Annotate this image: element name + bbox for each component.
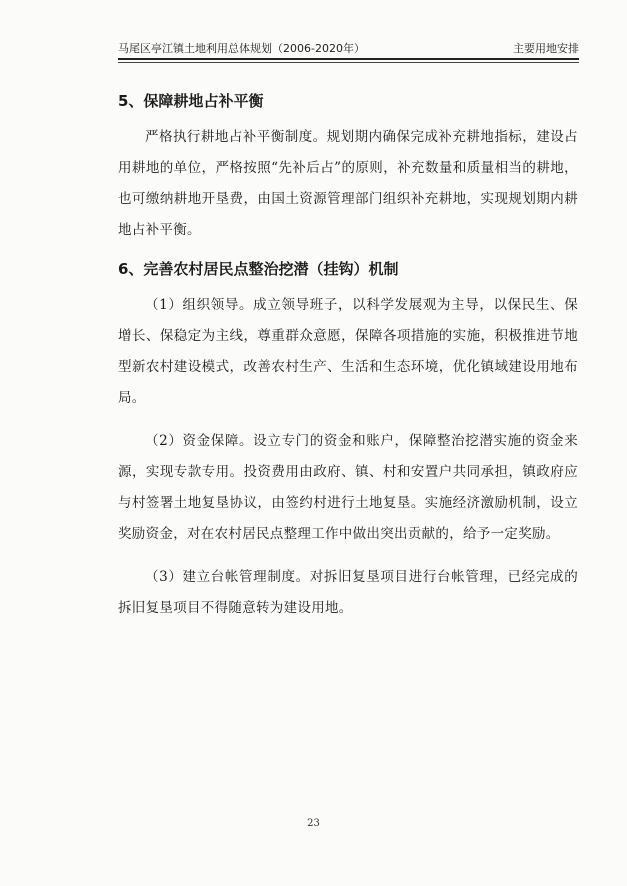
body-content [118,76,578,624]
header-rule [118,58,579,60]
section-heading-6: 6、完善农村居民点整治挖潜（挂钩）机制 [118,260,399,278]
header-title: 马尾区亭江镇土地利用总体规划（2006-2020年） [118,42,365,55]
page-number: 23 [307,818,320,829]
section-5-paragraph: 严格执行耕地占补平衡制度。规划期内确保完成补充耕地指标，建设占用耕地的单位，严格按照“先补后占”的原则，补充数量和质量相当的耕地，也可缴纳耕地开垦费，由国土资源管理部门组织补充耕地，实现规划期内耕地占补平衡。 [118,129,578,238]
section-heading-5: 5、保障耕地占补平衡 [118,92,264,110]
header-section-name: 主要用地安排 [513,42,579,55]
section-6-paragraph-2: （2）资金保障。设立专门的资金和账户，保障整治挖潜实施的资金来源，实现专款专用。投资费用由政府、镇、村和安置户共同承担，镇政府应与村签署土地复垦协议，由签约村进行土地复垦。实施经济激励机制，设立奖励资金，对在农村居民点整理工作中做出突出贡献的，给予一定奖励。 [118,433,578,542]
section-6-paragraph-1: （1）组织领导。成立领导班子，以科学发展观为主导，以保民生、保增长、保稳定为主线，尊重群众意愿，保障各项措施的实施，积极推进节地型新农村建设模式，改善农村生产、生活和生态环境，优化镇域建设用地布局。 [118,297,578,406]
header-rule-thin [118,62,579,63]
running-header [118,40,579,58]
section-6-paragraph-3: （3）建立台帐管理制度。对拆旧复垦项目进行台帐管理，已经完成的拆旧复垦项目不得随意转为建设用地。 [118,569,578,616]
